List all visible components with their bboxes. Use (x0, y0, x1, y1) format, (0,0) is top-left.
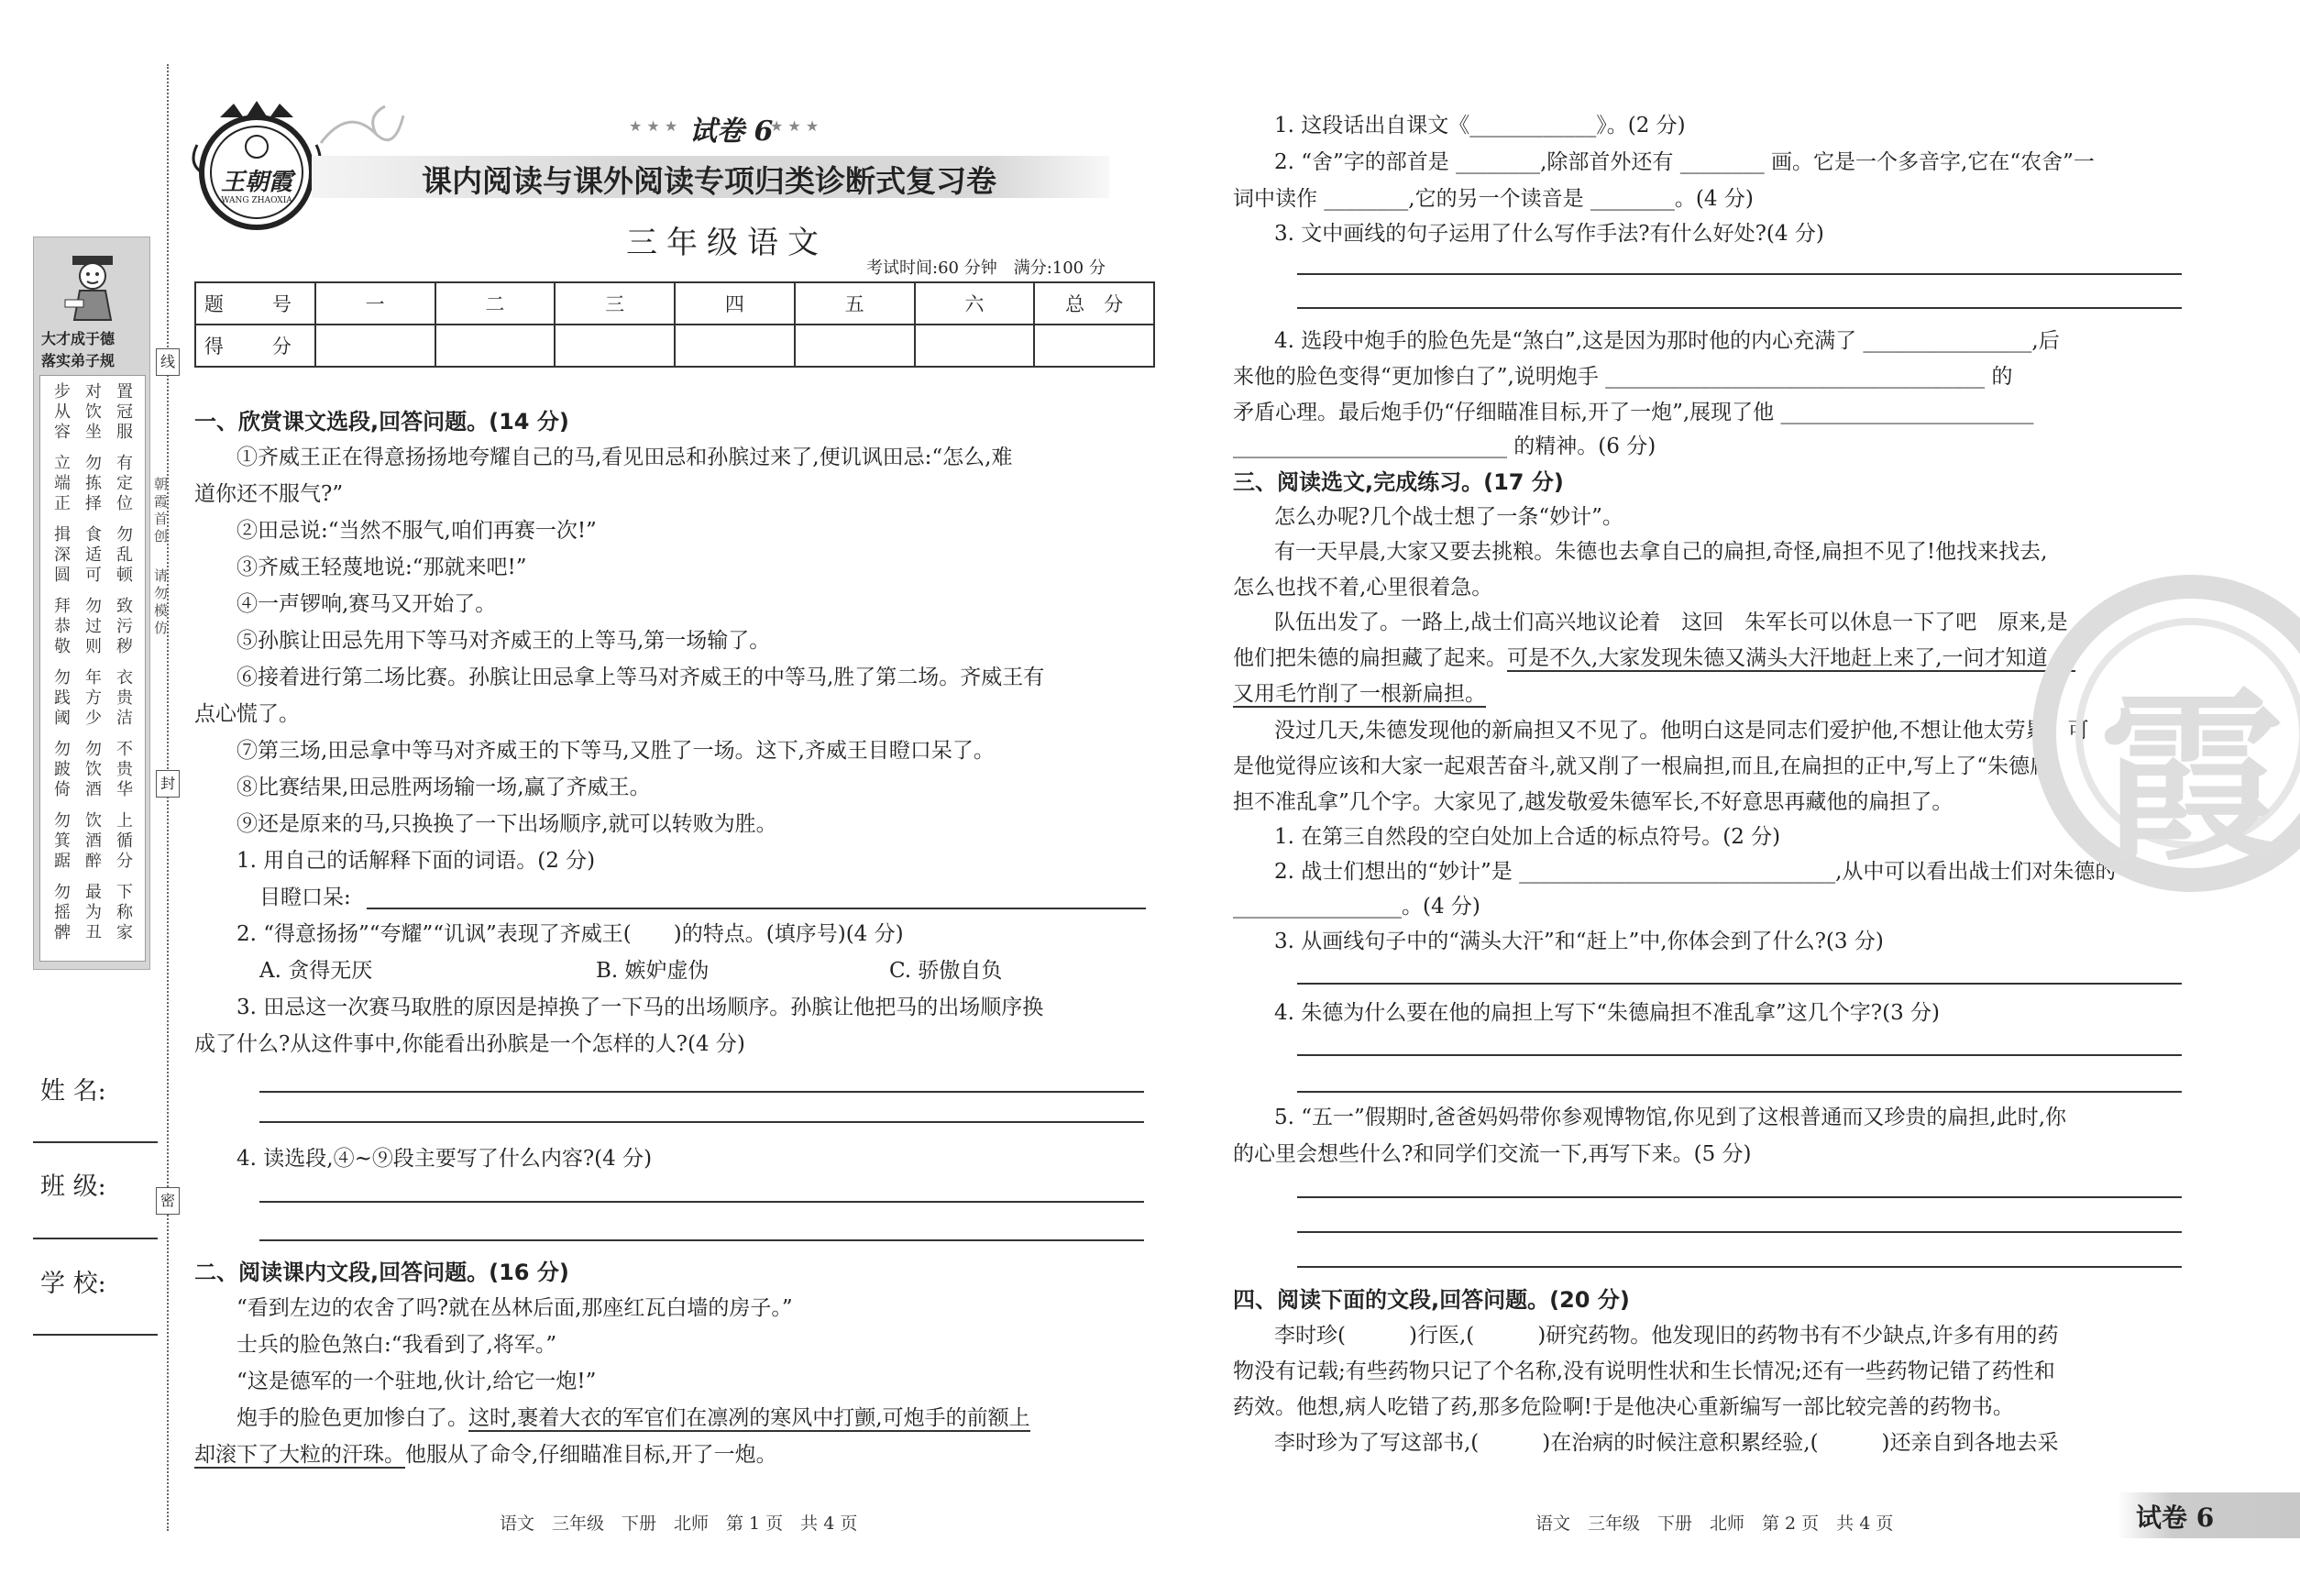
s2-question-4d: __________________________ 的精神。(6 分) (1233, 435, 1656, 458)
s4-para: 药效。他想,病人吃错了药,那多危险啊!于是他决心重新编写一部比较完善的药物书。 (1233, 1395, 2014, 1419)
footer-left: 语文 三年级 下册 北师 第 1 页 共 4 页 (500, 1513, 858, 1534)
margin-mark-2: 封 (156, 770, 180, 798)
margin-mark-3: 密 (156, 1187, 180, 1215)
score-col-6: 六 (915, 282, 1035, 325)
s1-q2-option-b[interactable]: B. 嫉妒虚伪 (596, 959, 710, 983)
sidebar-rule: 有定位 (114, 454, 133, 514)
score-cell[interactable] (555, 325, 675, 367)
footer-badge: 试卷 6 (2136, 1502, 2215, 1533)
s2-question-4c: 矛盾心理。最后炮手仍“仔细瞄准目标,开了一炮”,展现了他 ________________________ (1233, 401, 2034, 424)
s4-para: 物没有记载;有些药物只记了个名称,没有说明性状和生长情况;还有一些药物记错了药性和 (1233, 1359, 2055, 1383)
s1-question-3b: 成了什么?从这件事中,你能看出孙膑是一个怎样的人?(4 分) (194, 1032, 745, 1056)
s3-q5-answer-line[interactable] (1297, 1231, 2182, 1233)
s3-question-3: 3. 从画线句子中的“满头大汗”和“赶上”中,你体会到了什么?(3 分) (1274, 930, 1884, 953)
score-col-3: 三 (555, 282, 675, 325)
s1-q4-answer-line[interactable] (259, 1239, 1144, 1241)
section4-heading: 四、阅读下面的文段,回答问题。(20 分) (1233, 1287, 1630, 1313)
score-cell[interactable] (315, 325, 435, 367)
s3-q5-answer-line[interactable] (1297, 1196, 2182, 1198)
footer-right: 语文 三年级 下册 北师 第 2 页 共 4 页 (1535, 1513, 1894, 1534)
s3-question-2a: 2. 战士们想出的“妙计”是 ______________________________,从中可以看出战士们对朱德的 (1274, 860, 2117, 884)
s1-q3-answer-line[interactable] (259, 1091, 1144, 1093)
class-field[interactable] (33, 1238, 158, 1239)
sidebar-rule: 衣贵洁 (114, 668, 133, 729)
sidebar-rules (45, 382, 140, 951)
name-label: 姓 名: (40, 1077, 106, 1106)
s2-q3-answer-line[interactable] (1297, 273, 2182, 275)
s1-para: ②田忌说:“当然不服气,咱们再赛一次!” (237, 519, 597, 543)
s3-question-4: 4. 朱德为什么要在他的扁担上写下“朱德扁担不准乱拿”这几个字?(3 分) (1274, 1001, 1940, 1025)
sidebar-slogan-1: 大才成于德 (41, 330, 116, 347)
logo-text: 王朝霞 (220, 169, 292, 196)
s3-para: 担不准乱拿”几个字。大家见了,越发敬爱朱德军长,不好意思再藏他的扁担了。 (1233, 790, 1953, 814)
sidebar-rule: 勿过则 (83, 597, 102, 657)
s1-para: ①齐威王正在得意扬扬地夸耀自己的马,看见田忌和孙膑过来了,便讥讽田忌:“怎么,难 (237, 446, 1013, 469)
sidebar-rule: 对饮坐 (83, 382, 102, 443)
s1-para: 点心慌了。 (194, 702, 300, 726)
s2-underlined-sentence: 这时,裹着大衣的军官们在凛冽的寒风中打颤,可炮手的前额上 (468, 1406, 1030, 1430)
s3-underlined-sentence: 可是不久,大家发现朱德又满头大汗地赶上来了,一问才知道,他 (1507, 646, 2075, 670)
name-field[interactable] (33, 1141, 158, 1143)
s1-q2-option-a[interactable]: A. 贪得无厌 (259, 959, 373, 983)
s4-para: 李时珍( )行医,( )研究药物。他发现旧的药物书有不少缺点,许多有用的药 (1274, 1324, 2059, 1348)
star-left: ★ ★ ★ (629, 117, 678, 135)
score-row-label: 得 分 (195, 325, 315, 367)
school-label: 学 校: (40, 1270, 106, 1298)
s2-para4-start: 炮手的脸色更加惨白了。 (237, 1406, 468, 1430)
sidebar-slogan-2: 落实弟子规 (41, 352, 116, 369)
sidebar-rule: 致污秽 (114, 597, 133, 657)
s2-para (194, 1437, 777, 1468)
score-header-row (195, 282, 1154, 325)
sidebar-rule: 食适可 (83, 525, 102, 586)
sidebar-rule: 立端正 (51, 454, 71, 514)
s2-question-1: 1. 这段话出自课文《____________》。(2 分) (1274, 114, 1686, 138)
s3-para: 队伍出发了。一路上,战士们高兴地议论着 这回 朱军长可以休息一下了吧 原来,是 (1274, 611, 2068, 634)
exam-title: 课内阅读与课外阅读专项归类诊断式复习卷 (422, 163, 996, 199)
sidebar-rule: 勿拣择 (83, 454, 102, 514)
s3-para: 怎么也找不着,心里很着急。 (1233, 576, 1493, 600)
s1-question-3a: 3. 田忌这一次赛马取胜的原因是掉换了一下马的出场顺序。孙膑让他把马的出场顺序换 (237, 996, 1044, 1019)
exam-info: 考试时间:60 分钟 满分:100 分 (866, 259, 1106, 278)
score-table (194, 281, 1155, 368)
sidebar-rule: 最为丑 (83, 883, 102, 943)
class-label: 班 级: (40, 1172, 106, 1201)
s2-question-2b: 词中读作 ________,它的另一个读音是 ________。(4 分) (1233, 187, 1754, 211)
s4-para: 李时珍为了写这部书,( )在治病的时候注意积累经验,( )还亲自到各地去采 (1274, 1431, 2059, 1455)
sidebar-rule: 揖深圆 (51, 525, 71, 586)
sidebar-rule: 拜恭敬 (51, 597, 71, 657)
sidebar-rule: 步从容 (51, 382, 71, 443)
s3-para (1233, 641, 2075, 671)
ribbon-decoration (312, 97, 413, 152)
s2-para5-end: 他服从了命令,仔细瞄准目标,开了一炮。 (405, 1443, 777, 1467)
s3-question-2b: ________________。(4 分) (1233, 895, 1480, 919)
s2-question-4b: 来他的脸色变得“更加惨白了”,说明炮手 ____________________________________ 的 (1233, 365, 2013, 389)
s1-question-2: 2. “得意扬扬”“夸耀”“讥讽”表现了齐威王( )的特点。(填序号)(4 分) (237, 922, 904, 946)
s3-q5-answer-line[interactable] (1297, 1266, 2182, 1268)
s1-para: ⑤孙膑让田忌先用下等马对齐威王的上等马,第一场输了。 (237, 629, 771, 653)
s3-para: 怎么办呢?几个战士想了一条“妙计”。 (1274, 505, 1623, 529)
sidebar-rule: 下称家 (114, 883, 133, 943)
star-right: ★ ★ ★ (770, 117, 820, 135)
s1-q3-answer-line[interactable] (259, 1121, 1144, 1123)
sidebar-rule: 饮酒醉 (83, 811, 102, 872)
sidebar-rule: 置冠服 (114, 382, 133, 443)
sidebar-rule: 不贵华 (114, 740, 133, 800)
score-cell[interactable] (1034, 325, 1154, 367)
score-cell[interactable] (915, 325, 1035, 367)
s2-underlined-sentence-end: 却滚下了大粒的汗珠。 (194, 1443, 405, 1467)
s2-para (237, 1401, 1030, 1431)
score-col-label: 题 号 (195, 282, 315, 325)
sidebar-rule: 上循分 (114, 811, 133, 872)
section2-heading: 二、阅读课内文段,回答问题。(16 分) (194, 1260, 569, 1285)
sidebar-rule: 勿摇髀 (51, 883, 71, 943)
sidebar-rule: 勿箕踞 (51, 811, 71, 872)
s1-para: ⑦第三场,田忌拿中等马对齐威王的下等马,又胜了一场。这下,齐威王目瞪口呆了。 (237, 739, 995, 763)
score-cell[interactable] (675, 325, 795, 367)
watermark-char: 霞 (2099, 671, 2283, 886)
sidebar-rule: 勿践阈 (51, 668, 71, 729)
series-label: 试卷 6 (689, 116, 774, 148)
s1-q1-word: 目瞪口呆: (259, 886, 351, 909)
binding-dotted-line (167, 64, 169, 1531)
s1-para: ④一声锣响,赛马又开始了。 (237, 592, 497, 616)
s3-para5-start: 他们把朱德的扁担藏了起来。 (1233, 646, 1507, 670)
school-field[interactable] (33, 1334, 158, 1336)
s1-q1-answer-line[interactable] (367, 908, 1146, 909)
s1-para: ⑨还是原来的马,只换换了一下出场顺序,就可以转败为胜。 (237, 812, 777, 836)
sidebar-rule: 勿乱顿 (114, 525, 133, 586)
score-col-total: 总 分 (1034, 282, 1154, 325)
s2-para: “这是德军的一个驻地,伙计,给它一炮!” (237, 1370, 597, 1393)
grade-subject: 三年级语文 (626, 225, 828, 261)
s1-question-1: 1. 用自己的话解释下面的词语。(2 分) (237, 849, 596, 873)
margin-mark-1: 线 (156, 348, 180, 376)
score-value-row (195, 325, 1154, 367)
s2-question-3: 3. 文中画线的句子运用了什么写作手法?有什么好处?(4 分) (1274, 222, 1824, 246)
score-col-2: 二 (435, 282, 556, 325)
score-cell[interactable] (435, 325, 556, 367)
score-col-5: 五 (795, 282, 915, 325)
score-col-1: 一 (315, 282, 435, 325)
s3-question-5a: 5. “五一”假期时,爸爸妈妈带你参观博物馆,你见到了这根普通而又珍贵的扁担,此时,你 (1274, 1106, 2067, 1129)
s1-para: 道你还不服气?” (194, 482, 344, 506)
s2-question-2a: 2. “舍”字的部首是 ________,除部首外还有 ________ 画。它是一个多音字,它在“农舍”一 (1274, 150, 2095, 174)
sidebar-panel (33, 237, 150, 970)
s3-q4-answer-line[interactable] (1297, 1091, 2182, 1093)
sidebar-rule: 勿饮酒 (83, 740, 102, 800)
s3-q4-answer-line[interactable] (1297, 1054, 2182, 1056)
score-col-4: 四 (675, 282, 795, 325)
scholar-figure-icon (56, 250, 129, 324)
s2-para: 士兵的脸色煞白:“我看到了,将军。” (237, 1333, 557, 1357)
s3-question-5b: 的心里会想些什么?和同学们交流一下,再写下来。(5 分) (1233, 1142, 1752, 1166)
s3-para (1233, 677, 1486, 707)
s3-q3-answer-line[interactable] (1297, 983, 2182, 985)
s3-para: 没过几天,朱德发现他的新扁担又不见了。他明白这是同志们爱护他,不想让他太劳累。可 (1274, 719, 2089, 743)
sidebar-rule: 勿跛倚 (51, 740, 71, 800)
s2-para: “看到左边的农舍了吗?就在丛林后面,那座红瓦白墙的房子。” (237, 1296, 793, 1320)
sidebar-rule: 年方少 (83, 668, 102, 729)
s3-question-1: 1. 在第三自然段的空白处加上合适的标点符号。(2 分) (1274, 825, 1781, 849)
s3-underlined-sentence-end: 又用毛竹削了一根新扁担。 (1233, 682, 1486, 706)
margin-note-1: 朝霞首创 (152, 477, 169, 546)
s1-question-4: 4. 读选段,④~⑨段主要写了什么内容?(4 分) (237, 1147, 653, 1171)
score-cell[interactable] (795, 325, 915, 367)
s1-para: ⑧比赛结果,田忌胜两场输一场,赢了齐威王。 (237, 776, 651, 799)
watermark-seal (2026, 568, 2300, 898)
s1-para: ③齐威王轻蔑地说:“那就来吧!” (237, 556, 527, 579)
s1-q2-option-c[interactable]: C. 骄傲自负 (889, 959, 1003, 983)
s2-q3-answer-line[interactable] (1297, 307, 2182, 309)
section1-heading: 一、欣赏课文选段,回答问题。(14 分) (194, 409, 569, 435)
s3-para: 有一天早晨,大家又要去挑粮。朱德也去拿自己的扁担,奇怪,扁担不见了!他找来找去, (1274, 540, 2048, 564)
s1-para: ⑥接着进行第二场比赛。孙膑让田忌拿上等马对齐威王的中等马,胜了第二场。齐威王有 (237, 666, 1045, 689)
s1-q4-answer-line[interactable] (259, 1201, 1144, 1203)
logo-subtext: WANG ZHAOXIA (221, 196, 292, 205)
section3-heading: 三、阅读选文,完成练习。(17 分) (1233, 469, 1564, 495)
s2-question-4a: 4. 选段中炮手的脸色先是“煞白”,这是因为那时他的内心充满了 ________________,后 (1274, 329, 2060, 353)
margin-note-2: 请勿模仿 (152, 568, 169, 638)
s3-para: 是他觉得应该和大家一起艰苦奋斗,就又削了一根扁担,而且,在扁担的正中,写上了“朱德扁 (1233, 754, 2052, 778)
logo (188, 99, 325, 237)
